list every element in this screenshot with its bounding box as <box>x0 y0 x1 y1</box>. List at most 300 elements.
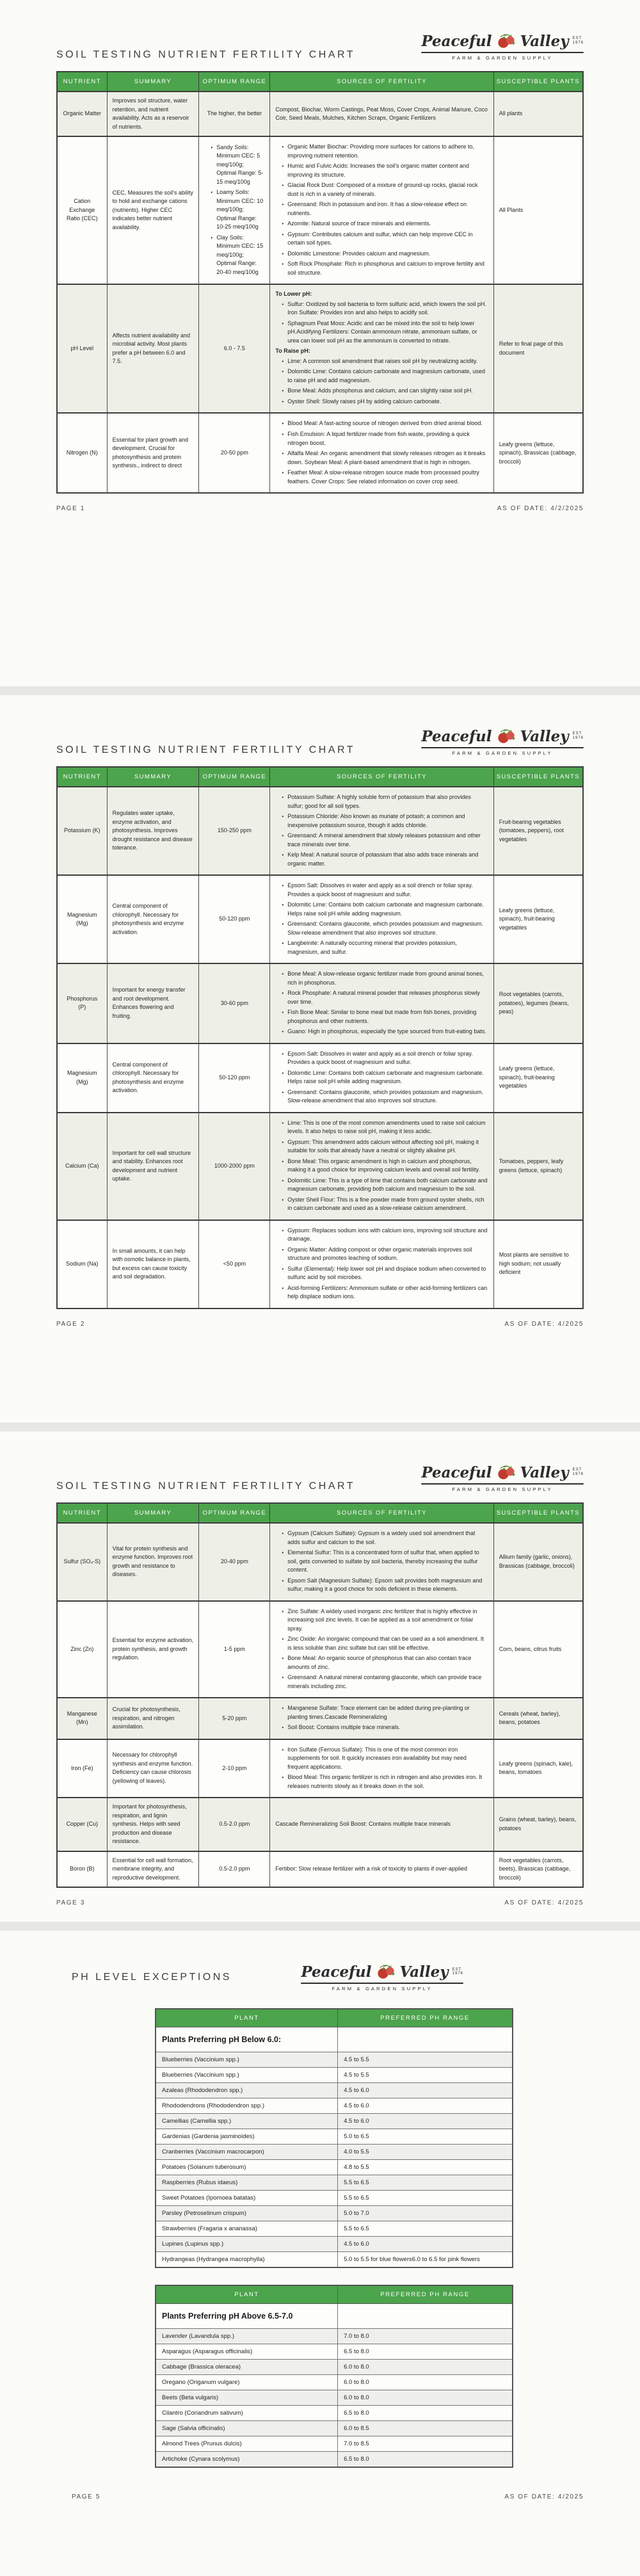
ph-row <box>156 2221 513 2237</box>
range-cell: 1000-2000 ppm <box>199 1113 270 1220</box>
brand-est: EST 1976 <box>572 732 584 740</box>
nutrient-cell: Nitrogen (N) <box>57 413 107 493</box>
sources-cell <box>270 1739 493 1798</box>
plants-cell: Cereals (wheat, barley), beans, potatoes <box>493 1698 583 1739</box>
bullet-text: Zinc Sulfate: A widely used inorganic zinc fertilizer that is highly effective in increasing soil zinc levels. It can be applied as a soil amendment or foliar spray. <box>287 1607 477 1632</box>
source-bullet <box>282 398 488 407</box>
source-bullet <box>282 319 488 346</box>
source-bullet <box>282 367 488 385</box>
header-row <box>156 2285 513 2304</box>
nutrient-cell: pH Level <box>57 284 107 413</box>
summary-cell: Necessary for chlorophyll synthesis and enzyme function. Deficiency can cause chlorosis (yellowing of leaves). <box>107 1739 199 1798</box>
column-header: PLANT <box>156 2285 338 2304</box>
bullet-text: Gypsum: Replaces sodium ions with calcium ions, improving soil structure and drainage. <box>287 1227 488 1243</box>
sources-cell <box>270 284 493 413</box>
plants-cell: All Plants <box>493 136 583 284</box>
bullet-text: Gypsum: Contributes calcium and sulfur, which can help improve CEC in certain soil types. <box>287 230 473 246</box>
summary-cell: CEC, Measures the soil's ability to hold and exchange cations (nutrients). Higher CEC indicates better nutrient availability. <box>107 136 199 284</box>
bullet-marker: • <box>282 301 284 307</box>
plant-cell: Cranberries (Vaccinium macrocarpon) <box>156 2145 338 2160</box>
column-header: SUMMARY <box>107 1503 199 1523</box>
tomato-icon <box>495 1463 518 1481</box>
summary-cell: Regulates water uptake, enzyme activation, and photosynthesis. Improves drought resistance and disease tolerance. <box>107 787 199 875</box>
source-bullet <box>282 143 488 160</box>
ph-row <box>156 2175 513 2191</box>
nutrient-cell: Zinc (Zn) <box>57 1601 107 1698</box>
summary-cell: Important for cell wall structure and stability. Enhances root development and nutrient uptake. <box>107 1113 199 1220</box>
plants-cell: Leafy greens (lettuce, spinach), fruit-bearing vegetables <box>493 875 583 963</box>
plant-cell: Oregano (Origanum vulgare) <box>156 2375 338 2390</box>
sources-cell <box>270 1043 493 1113</box>
bullet-text: Soil Boost: Contains multiple trace minerals. <box>287 1724 401 1730</box>
column-header: PLANT <box>156 2009 338 2027</box>
plants-cell: Grains (wheat, barley), beans, potatoes <box>493 1798 583 1851</box>
bullet-text: Dolomitic Limestone: Provides calcium and magnesium. <box>287 250 431 257</box>
page-header <box>56 1463 584 1492</box>
ph-range-cell: 6.5 to 8.0 <box>338 2344 513 2360</box>
brand-est: EST 1976 <box>572 1468 584 1476</box>
ph-range-cell: 6.5 to 8.0 <box>338 2452 513 2468</box>
plants-cell: Leafy greens (lettuce, spinach), Brassicas (cabbage, broccoli) <box>493 413 583 493</box>
nutrient-row <box>57 1798 583 1851</box>
bullet-text: Guano: High in phosphorus, especially the type sourced from fruit-eating bats. <box>287 1028 486 1034</box>
ph-range-cell: 5.0 to 6.5 <box>338 2129 513 2145</box>
ph-range-cell: 4.5 to 5.5 <box>338 2068 513 2083</box>
sources-cell <box>270 1523 493 1601</box>
ph-range-cell: 6.5 to 8.0 <box>338 2406 513 2421</box>
source-bullet <box>282 230 488 248</box>
bullet-marker: • <box>282 1705 284 1711</box>
plants-cell: Most plants are sensitive to high sodium; not usually deficient <box>493 1220 583 1308</box>
subheader-row <box>156 2304 513 2329</box>
bullet-text: Epsom Salt: Dissolves in water and apply as a soil drench or foliar spray. Provides a quick boost of magnesium and sulfur. <box>287 1050 473 1066</box>
column-header: SUMMARY <box>107 72 199 92</box>
bullet-text: Elemental Sulfur: This is a concentrated form of sulfur that, when applied to soil, gets converted to sulfate by soil bacteria, thereby increasing the sulfur content. <box>287 1549 479 1573</box>
bullet-marker: • <box>282 1051 284 1057</box>
bullet-marker: • <box>282 940 284 946</box>
bullet-text: Sulfur (Elemental): Help lower soil pH and displace sodium when converted to sulfuric acid by soil microbes. <box>287 1265 486 1281</box>
bullet-marker: • <box>282 1227 284 1234</box>
bullet-text: Sulfur: Oxidized by soil bacteria to form sulfuric acid, which lowers the soil pH. Iron Sulfate: Provides iron and also helps to acidify soil. <box>287 300 486 316</box>
column-header: NUTRIENT <box>57 767 107 787</box>
bullet-text: Iron Sulfate (Ferrous Sulfate): This is one of the most common iron supplements for soil. It quickly increases iron availability but may need frequent applications. <box>287 1746 467 1770</box>
page-3 <box>0 1431 640 1922</box>
page-2 <box>0 695 640 1422</box>
page-number: PAGE 2 <box>56 1320 85 1328</box>
ph-tables <box>155 2008 513 2468</box>
plants-cell: Allium family (garlic, onions), Brassicas (cabbage, broccoli) <box>493 1523 583 1601</box>
ph-row <box>156 2436 513 2452</box>
bullet-marker: • <box>282 261 284 268</box>
nutrient-cell: Potassium (K) <box>57 787 107 875</box>
brand-name-left: Peaceful <box>421 32 492 50</box>
nutrient-row <box>57 136 583 284</box>
ph-row <box>156 2329 513 2344</box>
bullet-marker: • <box>282 794 284 800</box>
bullet-text: Humic and Fulvic Acids: Increases the soil's organic matter content and improving its structure. <box>287 163 470 178</box>
column-header: PREFERRED PH RANGE <box>338 2285 513 2304</box>
ph-range-cell: 4.5 to 6.0 <box>338 2237 513 2252</box>
bullet-marker: • <box>282 814 284 819</box>
tomato-icon <box>495 32 518 50</box>
summary-cell: Vital for protein synthesis and enzyme function. Improves root growth and resistance to diseases. <box>107 1523 199 1601</box>
as-of-date: AS OF DATE: 4/2025 <box>504 1899 584 1907</box>
bullet-text: Greensand: Rich in potassium and iron. It has a slow-release effect on nutrients. <box>287 201 467 216</box>
source-bullet <box>282 1246 488 1263</box>
column-header: SOURCES OF FERTILITY <box>270 72 493 92</box>
column-header: SUSCEPTIBLE PLANTS <box>493 767 583 787</box>
source-bullet <box>282 260 488 277</box>
summary-cell: Important for energy transfer and root development. Enhances flowering and fruiting. <box>107 963 199 1043</box>
sources-cell <box>270 92 493 136</box>
source-bullet <box>282 1027 488 1036</box>
source-bullet <box>282 901 488 918</box>
source-bullet <box>282 250 488 259</box>
plant-cell: Parsley (Petroselinum crispum) <box>156 2206 338 2221</box>
bullet-text: Kelp Meal: A natural source of potassium that also adds trace minerals and organic matter. <box>287 851 479 867</box>
ph-row <box>156 2114 513 2129</box>
bullet-text: Blood Meal: This organic fertilizer is rich in nitrogen and also provides iron. It releases nutrients slowly as it breaks down in the soil. <box>287 1774 483 1789</box>
source-bullet <box>282 1654 488 1671</box>
subheader-empty-cell <box>338 2304 513 2329</box>
bullet-text: Bone Meal: A slow-release organic fertilizer made from ground animal bones, rich in phosphorus. <box>287 970 484 986</box>
nutrient-cell: Copper (Cu) <box>57 1798 107 1851</box>
bullet-marker: • <box>282 921 284 927</box>
plant-cell: Strawberries (Fragaria x ananassa) <box>156 2221 338 2237</box>
ph-row <box>156 2375 513 2390</box>
plant-cell: Blueberries (Vaccinium spp.) <box>156 2052 338 2068</box>
source-bullet <box>282 989 488 1006</box>
bullet-text: Oyster Shell Flour: This is a fine powder made from ground oyster shells, rich in calcium carbonate and used as a slow-release calcium amendment. <box>287 1196 484 1212</box>
ph-range-cell: 6.0 to 8.5 <box>338 2421 513 2436</box>
ph-range-cell: 4.5 to 6.0 <box>338 2098 513 2114</box>
plant-cell: Gardenias (Gardenia jasminoides) <box>156 2129 338 2145</box>
bullet-marker: • <box>282 1029 284 1034</box>
range-cell: 6.0 - 7.5 <box>199 284 270 413</box>
sources-group-heading: To Raise pH: <box>275 348 310 355</box>
bullet-text: Gypsum: This amendment adds calcium without affecting soil pH, making it suitable for soils that already have a neutral or slightly alkaline pH. <box>287 1138 479 1154</box>
as-of-date: AS OF DATE: 4/2025 <box>504 1320 584 1328</box>
bullet-marker: • <box>282 369 284 375</box>
bullet-text: Greensand: Contains glauconite, which provides potassium and magnesium. Slow-release amendment that also improves soil structure. <box>287 1088 483 1104</box>
plant-cell: Raspberries (Rubus idaeus) <box>156 2175 338 2191</box>
ph-row <box>156 2129 513 2145</box>
ph-range-cell: 5.0 to 5.5 for blue flowers6.0 to 6.5 for pink flowers <box>338 2252 513 2268</box>
range-cell: 30-60 ppm <box>199 963 270 1043</box>
bullet-marker: • <box>282 1775 284 1781</box>
range-cell <box>199 136 270 284</box>
source-text: Cascade Remineralizing Soil Boost: Contains multiple trace minerals <box>275 1821 451 1828</box>
header-row <box>57 767 583 787</box>
nutrient-row <box>57 92 583 136</box>
bullet-marker: • <box>282 451 284 457</box>
column-header: SOURCES OF FERTILITY <box>270 767 493 787</box>
nutrient-cell: Manganese (Mn) <box>57 1698 107 1739</box>
ph-row <box>156 2160 513 2175</box>
bullet-marker: • <box>282 1158 284 1164</box>
summary-cell: Improves soil structure, water retention, and nutrient availability. Acts as a reservoir of nutrients. <box>107 92 199 136</box>
nutrient-row <box>57 787 583 875</box>
sources-cell <box>270 1113 493 1220</box>
brand-logo <box>421 1463 584 1492</box>
ph-row <box>156 2344 513 2360</box>
bullet-marker: • <box>282 221 284 227</box>
range-cell: 2-10 ppm <box>199 1739 270 1798</box>
plant-cell: Beets (Beta vulgaris) <box>156 2390 338 2406</box>
ph-row <box>156 2406 513 2421</box>
bullet-text: Fish Emulsion: A liquid fertilizer made from fish waste, providing a quick nitrogen boost. <box>287 431 470 446</box>
source-bullet <box>282 181 488 198</box>
nutrient-row <box>57 1113 583 1220</box>
bullet-text: Langbeinite: A naturally occurring mineral that provides potassium, magnesium, and sulfur. <box>287 940 457 955</box>
summary-cell: Essential for cell wall formation, membrane integrity, and reproductive development. <box>107 1851 199 1888</box>
ph-range-cell: 5.5 to 6.5 <box>338 2175 513 2191</box>
source-bullet <box>282 970 488 987</box>
bullet-text: Dolomitic Lime: Contains calcium carbonate and magnesium carbonate, used to raise pH and add magnesium. <box>287 368 485 383</box>
source-bullet <box>282 1284 488 1301</box>
sources-cell <box>270 1698 493 1739</box>
bullet-marker: • <box>211 234 213 241</box>
bullet-text: Manganese Sulfate: Trace element can be added during pre-planting or planting times.Cascade Remineralizing <box>287 1705 470 1720</box>
bullet-text: Epsom Salt (Magnesium Sulfate): Epsom salt provides both magnesium and sulfur, making it a good choice for soils deficient in these elements. <box>287 1577 483 1592</box>
as-of-date: AS OF DATE: 4/2025 <box>504 2493 584 2501</box>
nutrient-cell: Magnesium (Mg) <box>57 1043 107 1113</box>
bullet-marker: • <box>282 431 284 438</box>
bullet-marker: • <box>282 1010 284 1015</box>
column-header: SUSCEPTIBLE PLANTS <box>493 1503 583 1523</box>
nutrient-cell: Boron (B) <box>57 1851 107 1888</box>
source-bullet <box>282 449 488 467</box>
nutrient-row <box>57 875 583 963</box>
plant-cell: Lupines (Lupinus spp.) <box>156 2237 338 2252</box>
bullet-text: Bone Meal: Adds phosphorus and calcium, and can slightly raise soil pH. <box>287 387 473 394</box>
column-header: OPTIMUM RANGE <box>199 1503 270 1523</box>
range-cell: 150-250 ppm <box>199 787 270 875</box>
source-bullet <box>282 1723 488 1732</box>
page-number: PAGE 5 <box>72 2493 100 2501</box>
page-number: PAGE 3 <box>56 1899 85 1907</box>
subheader-empty-cell <box>338 2027 513 2052</box>
brand-tagline: FARM & GARDEN SUPPLY <box>452 1486 553 1492</box>
bullet-text: Oyster Shell: Slowly raises pH by adding calcium carbonate. <box>287 398 442 405</box>
source-bullet <box>282 1008 488 1026</box>
brand-tagline: FARM & GARDEN SUPPLY <box>332 1986 433 1992</box>
sources-cell <box>270 1798 493 1851</box>
plant-cell: Sweet Potatoes (Ipomoea batatas) <box>156 2191 338 2206</box>
source-bullet <box>282 1773 488 1791</box>
source-bullet <box>282 1196 488 1213</box>
bullet-text: Sandy Soils: Minimum CEC: 5 meq/100g; Optimal Range: 5-15 meq/100g <box>216 143 264 185</box>
nutrient-table <box>56 71 584 494</box>
sources-cell <box>270 413 493 493</box>
ph-row <box>156 2068 513 2083</box>
bullet-marker: • <box>282 250 284 257</box>
bullet-text: Alfalfa Meal: An organic amendment that slowly releases nitrogen as it breaks down. Soybean Meal: A plant-based amendment that is high in nitrogen. <box>287 450 486 465</box>
tomato-icon <box>495 727 518 745</box>
bullet-marker: • <box>282 1070 284 1076</box>
ph-range-cell: 7.0 to 8.0 <box>338 2329 513 2344</box>
bullet-text: Potassium Chloride: Also known as muriate of potash; a common and inexpensive potassium source, though it adds chloride. <box>287 813 465 828</box>
bullet-text: Dolomitic Lime: Contains both calcium carbonate and magnesium carbonate. Helps raise soil pH while adding magnesium. <box>287 1069 484 1085</box>
source-bullet <box>282 832 488 849</box>
bullet-marker: • <box>282 1675 284 1680</box>
sources-group-heading: To Lower pH: <box>275 291 312 298</box>
plant-cell: Asparagus (Asparagus officinalis) <box>156 2344 338 2360</box>
nutrient-row <box>57 1739 583 1798</box>
nutrient-table <box>56 766 584 1309</box>
plant-cell: Cabbage (Brassica oleracea) <box>156 2360 338 2375</box>
plants-cell: Fruit-bearing vegetables (tomatoes, peppers), root vegetables <box>493 787 583 875</box>
brand-name-left: Peaceful <box>421 1463 492 1481</box>
bullet-marker: • <box>282 398 284 405</box>
page-title: SOIL TESTING NUTRIENT FERTILITY CHART <box>56 745 356 755</box>
bullet-marker: • <box>282 971 284 977</box>
summary-cell: In small amounts, it can help with osmotic balance in plants, but excess can cause toxicity and soil degradation. <box>107 1220 199 1308</box>
bullet-marker: • <box>282 1285 284 1291</box>
ph-range-cell: 5.5 to 6.5 <box>338 2221 513 2237</box>
source-bullet <box>282 1177 488 1194</box>
page-footer <box>56 1321 584 1328</box>
brand-est: EST 1976 <box>572 36 584 45</box>
bullet-text: Bone Meal: An organic source of phosphorus that can also contain trace amounts of zinc. <box>287 1655 472 1670</box>
range-cell: 20-40 ppm <box>199 1523 270 1601</box>
plant-cell: Artichoke (Cynara scolymus) <box>156 2452 338 2468</box>
plant-cell: Cilantro (Coriandrum sativum) <box>156 2406 338 2421</box>
bullet-marker: • <box>282 231 284 237</box>
bullet-marker: • <box>282 1246 284 1253</box>
bullet-marker: • <box>282 1655 284 1661</box>
ph-row <box>156 2452 513 2468</box>
plant-cell: Potatoes (Solanum tuberosum) <box>156 2160 338 2175</box>
bullet-text: Organic Matter: Adding compost or other organic materials improves soil structure and promotes leaching of sodium. <box>287 1246 472 1262</box>
brand-logo <box>301 1963 463 1992</box>
brand-logo <box>421 727 584 756</box>
summary-cell: Affects nutrient availability and microbial activity. Most plants prefer a pH between 6.0 and 7.5. <box>107 284 199 413</box>
bullet-text: Azomite: Natural source of trace minerals and elements. <box>287 220 431 227</box>
bullet-text: Gypsum (Calcium Sulfate): Gypsum is a widely used soil amendment that adds sulfur and calcium to the soil. <box>287 1530 476 1545</box>
summary-cell: Central component of chlorophyll. Necessary for photosynthesis and enzyme activation. <box>107 875 199 963</box>
nutrient-row <box>57 413 583 493</box>
nutrient-cell: Calcium (Ca) <box>57 1113 107 1220</box>
bullet-text: Organic Matter Biochar: Providing more surfaces for cations to adhere to, improving nutrient retention. <box>287 143 474 159</box>
source-text: Fertibor: Slow release fertilizer with a risk of toxicity to plants if over-applied <box>275 1865 468 1872</box>
sources-cell <box>270 787 493 875</box>
page-title: SOIL TESTING NUTRIENT FERTILITY CHART <box>56 49 356 60</box>
nutrient-row <box>57 1043 583 1113</box>
logo-divider <box>421 1483 584 1485</box>
logo-divider <box>301 1983 463 1984</box>
plant-cell: Camellias (Camellia spp.) <box>156 2114 338 2129</box>
sources-cell <box>270 1220 493 1308</box>
header-row <box>156 2009 513 2027</box>
plant-cell: Lavender (Lavandula spp.) <box>156 2329 338 2344</box>
range-cell: 1-5 ppm <box>199 1601 270 1698</box>
bullet-text: Acid-forming Fertilizers: Ammonium sulfate or other acid-forming fertilizers can help displace sodium ions. <box>287 1284 488 1300</box>
bullet-marker: • <box>282 144 284 150</box>
range-cell: The higher, the better <box>199 92 270 136</box>
bullet-marker: • <box>282 1266 284 1272</box>
plants-cell: Leafy greens (lettuce, spinach), fruit-bearing vegetables <box>493 1043 583 1113</box>
page-header <box>56 727 584 756</box>
column-header: SUSCEPTIBLE PLANTS <box>493 72 583 92</box>
ph-table-above-6-5 <box>155 2285 513 2468</box>
bullet-text: Loamy Soils: Minimum CEC: 10 meq/100g; Optimal Range: 10-25 meq/100g <box>216 189 264 230</box>
bullet-marker: • <box>282 358 284 364</box>
source-bullet <box>282 200 488 218</box>
bullet-marker: • <box>282 320 284 326</box>
brand-tagline: FARM & GARDEN SUPPLY <box>452 55 553 61</box>
source-bullet <box>282 1704 488 1721</box>
source-bullet <box>211 234 264 277</box>
nutrient-cell: Iron (Fe) <box>57 1739 107 1798</box>
bullet-marker: • <box>282 163 284 169</box>
ph-row <box>156 2390 513 2406</box>
source-bullet <box>282 812 488 830</box>
page-title: SOIL TESTING NUTRIENT FERTILITY CHART <box>56 1481 356 1492</box>
brand-est: EST 1976 <box>452 1967 463 1976</box>
brand-tagline: FARM & GARDEN SUPPLY <box>452 750 553 756</box>
bullet-marker: • <box>282 990 284 996</box>
nutrient-row <box>57 1851 583 1888</box>
source-bullet <box>282 1673 488 1691</box>
bullet-marker: • <box>282 182 284 188</box>
summary-cell: Crucial for photosynthesis, respiration, and nitrogen assimilation. <box>107 1698 199 1739</box>
tomato-icon <box>374 1963 397 1981</box>
bullet-marker: • <box>282 1636 284 1642</box>
sources-cell <box>270 136 493 284</box>
plants-cell: Root vegetables (carrots, beets), Brassicas (cabbage, broccoli) <box>493 1851 583 1888</box>
header-row <box>57 1503 583 1523</box>
source-bullet <box>282 1227 488 1244</box>
source-bullet <box>282 220 488 229</box>
bullet-marker: • <box>211 144 213 150</box>
bullet-marker: • <box>282 1196 284 1203</box>
bullet-text: Potassium Sulfate: A highly soluble form of potassium that also provides sulfur; good for all soil types. <box>287 794 471 809</box>
bullet-text: Lime: A common soil amendment that raises soil pH by neutralizing acidity. <box>287 357 478 364</box>
sources-cell <box>270 1851 493 1888</box>
source-bullet <box>282 387 488 396</box>
sources-cell <box>270 875 493 963</box>
plant-cell: Azaleas (Rhododendron spp.) <box>156 2083 338 2098</box>
as-of-date: AS OF DATE: 4/2/2025 <box>497 505 584 513</box>
bullet-marker: • <box>282 1120 284 1126</box>
column-header: NUTRIENT <box>57 72 107 92</box>
source-bullet <box>282 1088 488 1106</box>
plants-cell: Tomatoes, peppers, leafy greens (lettuce, spinach) <box>493 1113 583 1220</box>
page-header <box>56 32 584 61</box>
ph-row <box>156 2237 513 2252</box>
plant-cell: Rhododendrons (Rhododendron spp.) <box>156 2098 338 2114</box>
source-bullet <box>282 939 488 956</box>
summary-cell: Important for photosynthesis, respiration, and lignin synthesis. Helps with seed production and disease resistance. <box>107 1798 199 1851</box>
nutrient-table <box>56 1502 584 1888</box>
bullet-marker: • <box>282 1550 284 1556</box>
bullet-marker: • <box>282 1725 284 1730</box>
plants-cell: Corn, beans, citrus fruits <box>493 1601 583 1698</box>
bullet-marker: • <box>211 189 213 196</box>
summary-cell: Essential for enzyme activation, protein synthesis, and growth regulation. <box>107 1601 199 1698</box>
ph-row <box>156 2360 513 2375</box>
plants-cell: Root vegetables (carrots, potatoes), legumes (beans, peas) <box>493 963 583 1043</box>
source-bullet <box>282 469 488 486</box>
subheader-cell: Plants Preferring pH Below 6.0: <box>156 2027 338 2052</box>
bullet-text: Sphagnum Peat Moss: Acidic and can be mixed into the soil to help lower pH.Acidifying Fertilizers: Contain ammonium nitrate, ammonium sulfate, or urea can lower soil pH as the ammonium is converted to nitrate. <box>287 319 477 344</box>
source-bullet <box>282 357 488 366</box>
subheader-row <box>156 2027 513 2052</box>
column-header: OPTIMUM RANGE <box>199 72 270 92</box>
bullet-marker: • <box>282 1089 284 1095</box>
page-footer <box>56 505 584 512</box>
